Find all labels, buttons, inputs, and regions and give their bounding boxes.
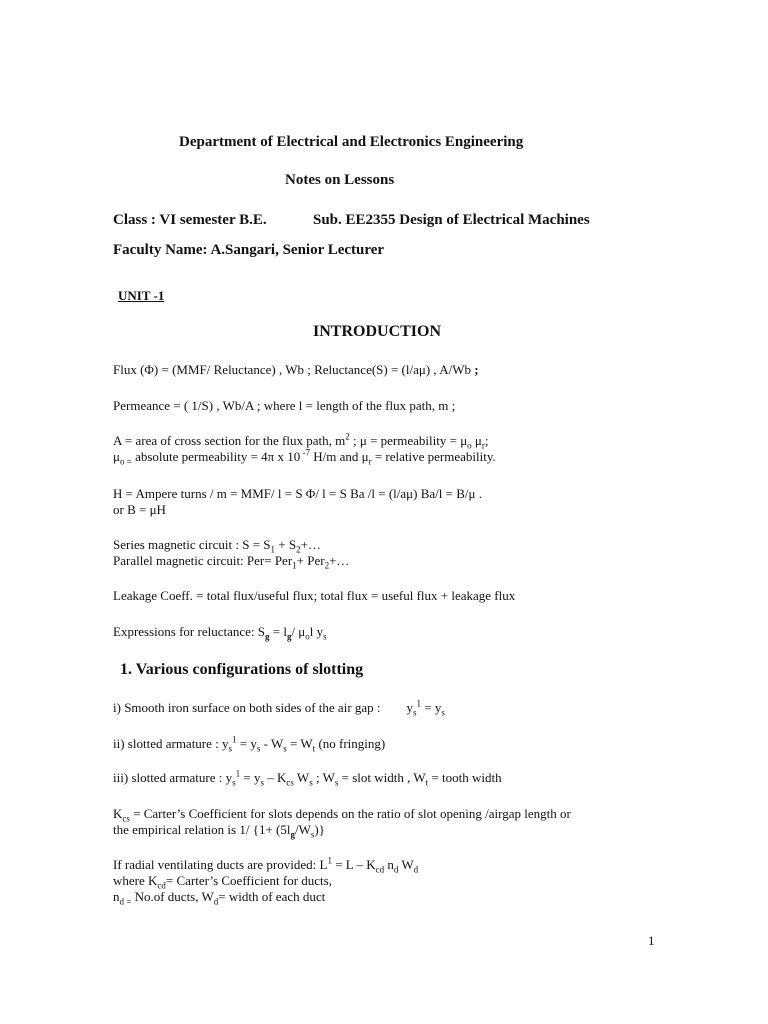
flux-line: Flux (Φ) = (MMF/ Reluctance) , Wb ; Reluctance(S) = (l/aμ) , A/Wb ; <box>113 362 479 377</box>
leakage-coeff-line: Leakage Coeff. = total flux/useful flux; total flux = useful flux + leakage flux <box>113 588 516 603</box>
reluctance-expression-line: Expressions for reluctance: $S_g = l_g/$ $\mu_ol$ $y_s$ <box>113 624 327 642</box>
permeance-line: Permeance = ( 1/S) , Wb/A ; where l = length of the flux path, m ; <box>113 398 456 413</box>
series-circuit-line: Series magnetic circuit : $S = S_1$ + $S_2+\dots$ <box>113 537 321 555</box>
introduction-title: INTRODUCTION <box>313 323 442 340</box>
b-equals-line: or B = μH <box>113 502 166 517</box>
notes-heading: Notes on Lessons <box>285 172 395 188</box>
slotted-armature-carter-line: iii) slotted armature : $y_s^1 = y_s - K_{cs}$ $W_s$ ; $W_s$ = slot width , $W_t$ = tooth width <box>113 768 502 788</box>
duct-coefficient-line: where $K_{cd}=$ Carter’s Coefficient for ducts, <box>113 873 332 891</box>
ampere-turns-line: H = Ampere turns / m = MMF/ l = S Φ/ l = S Ba /l = (l/aμ) Ba/l = B/μ . <box>113 486 482 501</box>
area-line: A = area of cross section for the flux path, $m^2$ ; μ = permeability = $\mu_o$ $\mu_r$; <box>113 431 489 451</box>
parallel-circuit-line: Parallel magnetic circuit: Per= Per$_1$+ Per$_2$+… <box>113 553 350 571</box>
page-number: 1 <box>648 933 655 948</box>
subject-label: Sub. EE2355 Design of Electrical Machines <box>313 212 590 228</box>
slotting-section-title: 1. Various configurations of slotting <box>120 661 364 678</box>
absolute-permeability-line: $\mu_{o =}$ absolute permeability = 4π x 10 $^{-7}$ H/m and $\mu_r$ = relative permeability. <box>113 447 496 467</box>
unit-label: UNIT -1 <box>118 288 165 303</box>
faculty-label: Faculty Name: A.Sangari, Senior Lecturer <box>113 242 385 258</box>
ventilating-ducts-line: If radial ventilating ducts are provided: $L^1 = L - K_{cd}$ $n_d$ $W_d$ <box>113 855 419 875</box>
smooth-iron-line: i) Smooth iron surface on both sides of the air gap : $y_s^1 = y_s$ <box>113 698 445 718</box>
department-heading: Department of Electrical and Electronics Engineering <box>179 134 524 150</box>
carter-coefficient-line: $K_{cs}$ = Carter’s Coefficient for slots depends on the ratio of slot opening /airgap length or <box>113 806 571 824</box>
duct-count-line: $n_{d =}$ No.of ducts, $W_d=$ width of each duct <box>113 889 326 907</box>
class-label: Class : VI semester B.E. <box>113 212 267 228</box>
empirical-relation-line: the empirical relation is 1/ $\{1+ (5l_g/W_s)\}$ <box>113 822 325 840</box>
slotted-armature-no-fringing-line: ii) slotted armature : $y_s^1 = y_s - W_s = W_t$ (no fringing) <box>113 734 386 754</box>
